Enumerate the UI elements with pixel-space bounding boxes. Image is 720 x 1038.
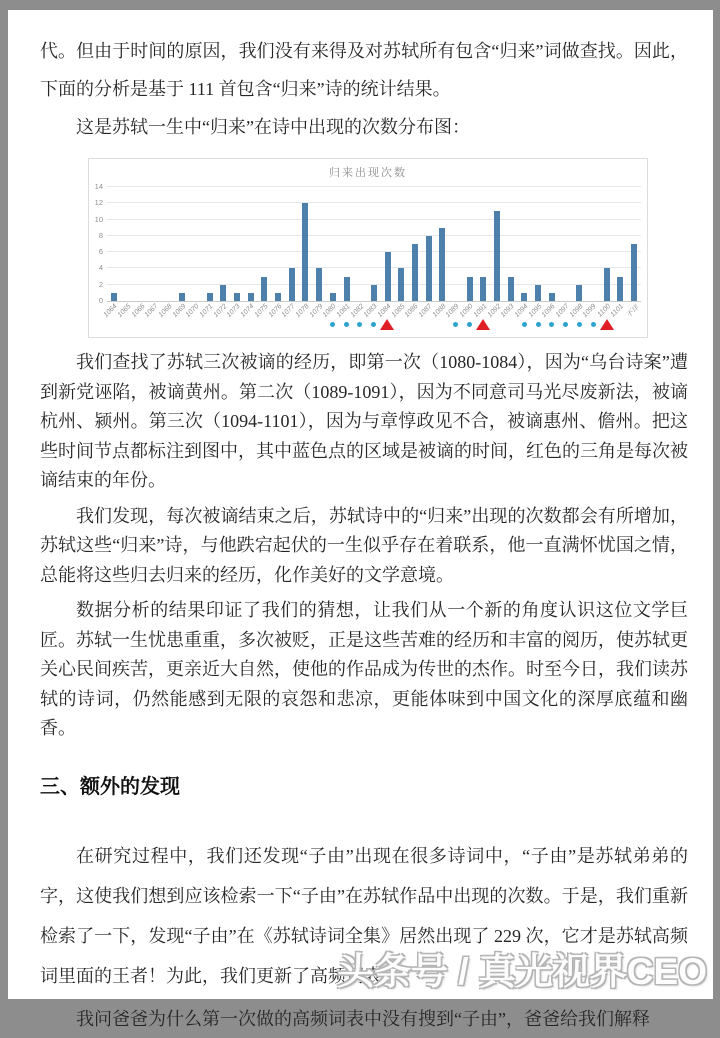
bar [631,244,637,301]
x-tick-label: 1101 [609,303,626,319]
x-tick-label: 1075 [253,303,270,319]
marker-slot [107,317,121,332]
bar-slot [367,187,381,301]
bar [275,293,281,301]
x-tick-label: 1066 [130,303,147,319]
marker-slot [463,317,477,332]
x-tick-label: 1098 [568,303,585,319]
x-tick-label: 1079 [308,303,325,319]
document-page [8,10,713,1029]
y-tick-label: 14 [94,182,103,191]
chart-bars [107,187,641,301]
bar [508,277,514,301]
bar [385,252,391,301]
exile-period-dot-marker [344,322,349,327]
paragraph-ziyou: 在研究过程中，我们还发现“子由”出现在很多诗词中，“子由”是苏轼弟弟的字，这使我们想到应该检索一下“子由”在苏轼作品中出现的次数。于是，我们重新检索了一下，发现“子由”在《苏轼诗词全集》居然出现了 229 次，它才是苏轼高频词里面的王者！为此，我们更新了高频词表。 [40,845,688,986]
bar [535,285,541,301]
bar-slot [340,187,354,301]
bar [179,293,185,301]
x-tick-label: 1072 [212,303,229,319]
bar-slot [121,187,135,301]
bar [220,285,226,301]
x-tick-label: 1077 [280,303,297,319]
marker-slot [216,317,230,332]
bar-slot [408,187,422,301]
bar-slot [436,187,450,301]
marker-slot [353,317,367,332]
x-tick-label: 1071 [198,303,215,319]
paragraph-ask-dad: 我问爸爸为什么第一次做的高频词表中没有搜到“子由”，爸爸给我们解释 [76,1008,650,1029]
marker-slot [175,317,189,332]
bar [480,277,486,301]
x-tick-label: 1095 [527,303,544,319]
x-tick-label: 1100 [595,303,612,319]
marker-slot [476,317,490,332]
paragraph-finding: 我们发现，每次被谪结束之后，苏轼诗中的“归来”出现的次数都会有所增加，苏轼这些“归来”诗，与他跌宕起伏的一生似乎存在着联系，他一直满怀忧国之情，总能将这些归去归来的经历，化作美好的文学意境。 [40,505,688,585]
exile-period-dot-marker [453,322,458,327]
marker-slot [628,317,642,332]
y-tick-label: 8 [98,230,103,240]
marker-slot [271,317,285,332]
bar [316,268,322,301]
y-tick-label: 4 [98,263,103,273]
bar-slot [148,187,162,301]
marker-slot [559,317,573,332]
x-tick-label: 1099 [581,303,598,319]
y-tick-label: 0 [98,296,103,305]
x-tick-label: 1080 [321,303,338,319]
x-tick-label: 1078 [294,303,311,319]
marker-slot [586,317,600,332]
marker-slot [244,317,258,332]
x-tick-label: 1096 [540,303,557,319]
x-tick-label: 1070 [184,303,201,319]
bar [371,285,377,301]
bar-slot [422,187,436,301]
x-tick-label: 1088 [431,303,448,319]
x-tick-label: 1086 [403,303,420,319]
bar-slot [600,187,614,301]
bar [412,244,418,301]
bar-slot [299,187,313,301]
bar-slot [353,187,367,301]
bar-slot [490,187,504,301]
watermark: 头条号 / 真光视界CEO [336,951,707,992]
exile-period-dot-marker [577,322,582,327]
bar-slot [545,187,559,301]
x-tick [627,302,641,318]
bar [521,293,527,301]
x-tick-label: 1064 [102,303,119,319]
marker-slot [573,317,587,332]
exile-end-triangle-marker [600,319,614,330]
x-tick-label: 1082 [349,303,366,319]
y-tick-label: 10 [94,214,103,224]
bar [549,293,555,301]
exile-period-dot-marker [371,322,376,327]
bar-slot [504,187,518,301]
x-tick-label: 1091 [472,303,489,319]
marker-slot [312,317,326,332]
bar-slot [394,187,408,301]
marker-slot [285,317,299,332]
bar-slot [162,187,176,301]
bar [576,285,582,301]
marker-slot [518,317,532,332]
exile-end-triangle-marker [476,319,490,330]
paragraph-conclusion: 数据分析的结果印证了我们的猜想，让我们从一个新的角度认识这位文学巨匠。苏轼一生忧患重重，多次被贬，正是这些苦难的经历和丰富的阅历，使苏轼更关心民间疾苦，更亲近大自然，使他的作品成为传世的杰作。时至今日，我们读苏轼的诗词，仍然能感到无限的哀怨和悲凉，更能体味到中国文化的深厚底蕴和幽香。 [40,600,688,738]
x-tick-label: 1067 [143,303,160,319]
x-tick-label: 1092 [486,303,503,319]
bar-slot [189,187,203,301]
bar [344,277,350,301]
bar [111,293,117,301]
exile-period-dot-marker [357,322,362,327]
marker-slot [298,317,312,332]
marker-slot [121,317,135,332]
marker-slot [600,317,614,332]
bar-slot [463,187,477,301]
bar [302,203,308,301]
bar-slot [312,187,326,301]
paragraph-chart-lead: 这是苏轼一生中“归来”在诗中出现的次数分布图： [76,117,470,137]
bar-slot [627,187,641,301]
marker-slot [367,317,381,332]
chart-x-axis [102,302,641,320]
bar [494,211,500,301]
document-content [8,10,713,1038]
exile-end-triangle-marker [380,319,394,330]
y-tick-label: 12 [94,198,103,208]
marker-slot [189,317,203,332]
x-tick-label: 1087 [417,303,434,319]
x-tick-label: 1073 [226,303,242,319]
exile-period-dot-marker [549,322,554,327]
marker-slot [339,317,353,332]
bar-slot [258,187,272,301]
bar-slot [107,187,121,301]
x-tick-label: 1089 [445,303,461,319]
bar-slot [230,187,244,301]
bar-slot [613,187,627,301]
bar-slot [531,187,545,301]
marker-slot [394,317,408,332]
bar [207,293,213,301]
exile-period-dot-marker [522,322,527,327]
x-tick-label: 1068 [157,303,174,319]
bar-slot [217,187,231,301]
bar-slot [572,187,586,301]
x-tick-label: 1094 [513,303,530,319]
bar [604,268,610,301]
bar [261,277,267,301]
marker-slot [449,317,463,332]
paragraph-intro: 代。但由于时间的原因，我们没有来得及对苏轼所有包含“归来”词做查找。因此，下面的分析是基于 111 首包含“归来”诗的统计结果。 [40,41,688,99]
bar [330,293,336,301]
x-tick-label: 1081 [335,303,352,319]
bar [426,236,432,301]
bar [617,277,623,301]
bar-slot [271,187,285,301]
y-tick-label: 2 [98,279,103,289]
marker-slot [148,317,162,332]
bar-slot [449,187,463,301]
marker-slot [326,317,340,332]
bar [289,268,295,301]
chart-annotation-markers [107,317,641,332]
bar-slot [175,187,189,301]
marker-slot [614,317,628,332]
marker-slot [230,317,244,332]
x-tick-label: 不详 [625,304,641,320]
bar-slot [134,187,148,301]
marker-slot [531,317,545,332]
bar-slot [381,187,395,301]
x-tick-label: 1065 [116,303,133,319]
exile-period-dot-marker [536,322,541,327]
marker-slot [504,317,518,332]
bar [467,277,473,301]
x-tick-label: 1084 [376,303,393,319]
x-tick-label: 1085 [390,303,407,319]
x-tick-label: 1069 [171,303,188,319]
bar [398,268,404,301]
bar-slot [559,187,573,301]
bar [439,228,445,301]
marker-slot [408,317,422,332]
bar-slot [326,187,340,301]
marker-slot [435,317,449,332]
exile-period-dot-marker [591,322,596,327]
bar-slot [518,187,532,301]
marker-slot [203,317,217,332]
bar-slot [586,187,600,301]
exile-period-dot-marker [467,322,472,327]
marker-slot [162,317,176,332]
bar-slot [285,187,299,301]
section-heading: 三、额外的发现 [40,775,180,798]
marker-slot [380,317,394,332]
bar-slot [203,187,217,301]
x-tick-label: 1074 [239,303,256,319]
marker-slot [545,317,559,332]
marker-slot [422,317,436,332]
x-tick-label: 1097 [554,303,571,319]
occurrence-bar-chart [88,158,648,338]
paragraph-exile-history: 我们查找了苏轼三次被谪的经历，即第一次（1080-1084），因为“乌台诗案”遭到新党诬陷，被谪黄州。第二次（1089-1091），因为不同意司马光尽废新法，被谪杭州、颍州。第三次（1094-1101），因为与章惇政见不合，被谪惠州、儋州。把这些时间节点都标注到图中，其中蓝色点的区域是被谪的时间，红色的三角是每次被谪结束的年份。 [40,352,688,490]
bar [248,293,254,301]
x-tick-label: 1093 [499,303,516,319]
marker-slot [490,317,504,332]
y-tick-label: 6 [98,247,103,257]
x-tick-label: 1076 [267,303,284,319]
exile-period-dot-marker [563,322,568,327]
x-tick-label: 1083 [362,303,379,319]
marker-slot [134,317,148,332]
x-tick-label: 1090 [458,303,475,319]
bar-slot [477,187,491,301]
exile-period-dot-marker [330,322,335,327]
bar-slot [244,187,258,301]
bar [234,293,240,301]
marker-slot [257,317,271,332]
chart-plot [107,187,641,302]
chart-title: 归来出现次数 [329,167,407,179]
